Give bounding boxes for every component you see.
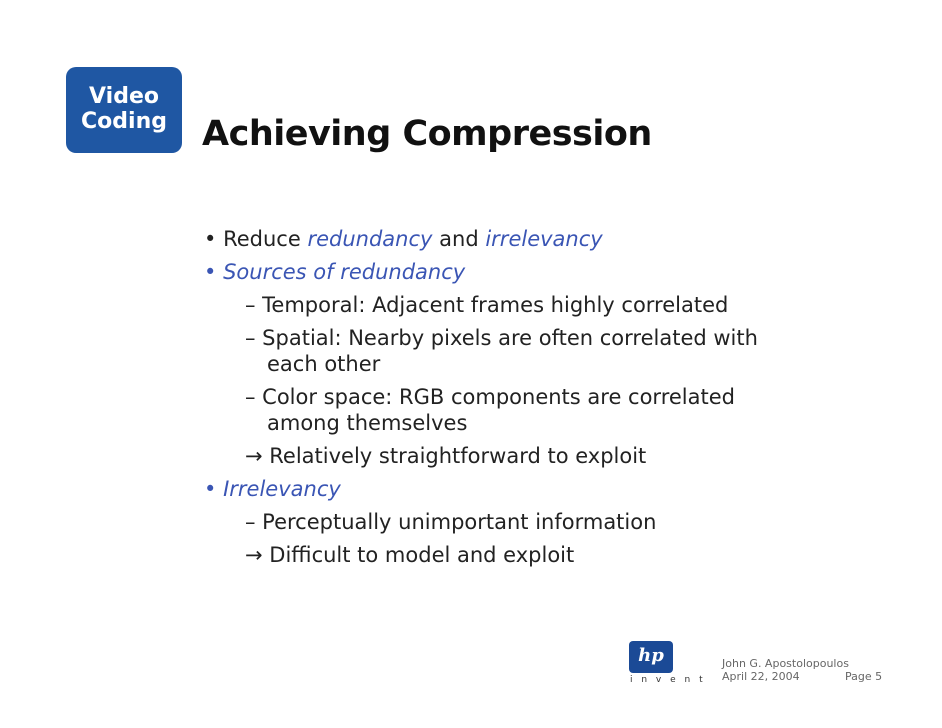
sub-perceptual: – Perceptually unimportant information: [245, 510, 657, 534]
hp-logo-text: hp: [638, 645, 664, 666]
badge-line-2: Coding: [81, 109, 167, 134]
sub-arrow-difficult: → Difficult to model and exploit: [245, 543, 575, 567]
bullet-marker: •: [204, 227, 217, 251]
badge-line-1: Video: [89, 84, 159, 109]
footer-page-number: Page 5: [845, 670, 883, 683]
bullet-text-mid: and: [439, 227, 479, 251]
section-badge: [66, 67, 182, 153]
footer-date: April 22, 2004: [722, 670, 800, 683]
bullet-text-pre: Reduce: [223, 227, 301, 251]
bullet-irrelevancy: [204, 477, 341, 502]
bullet-irrelevancy-text: Irrelevancy: [223, 477, 341, 501]
slide-title: Achieving Compression: [202, 114, 652, 154]
footer-author: John G. Apostolopoulos: [722, 657, 849, 670]
sub-spatial-cont: each other: [267, 352, 381, 376]
sub-temporal: – Temporal: Adjacent frames highly correlated: [245, 293, 729, 317]
sub-color: – Color space: RGB components are correlated: [245, 385, 735, 409]
bullet-reduce: [204, 227, 603, 252]
bullet-marker: •: [204, 477, 217, 501]
bullet-sources: [204, 260, 465, 285]
sub-spatial: – Spatial: Nearby pixels are often correlated with: [245, 326, 758, 350]
sub-color-cont: among themselves: [267, 411, 468, 435]
hp-logo: [629, 641, 673, 673]
emphasis-irrelevancy: irrelevancy: [485, 227, 603, 251]
invent-tagline: i n v e n t: [630, 675, 706, 685]
bullet-sources-text: Sources of redundancy: [223, 260, 466, 284]
bullet-marker: •: [204, 260, 217, 284]
emphasis-redundancy: redundancy: [307, 227, 433, 251]
sub-arrow-exploit: → Relatively straightforward to exploit: [245, 444, 647, 468]
